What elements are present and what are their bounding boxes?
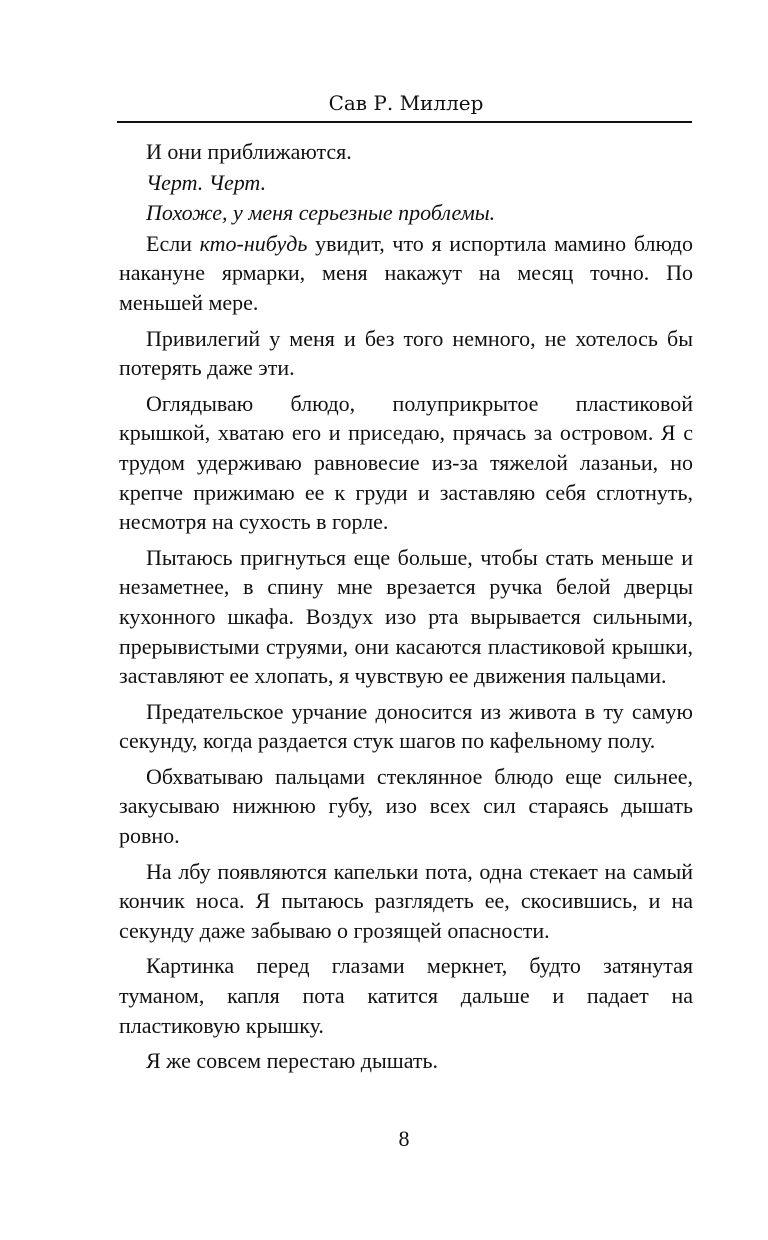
- paragraph-10: На лбу появляются капельки пота, одна стекает на самый кончик носа. Я пытаюсь разглядеть ее, скосившись, и на секунду даже забываю о грозящей опасности.: [119, 858, 693, 943]
- paragraph-6: Оглядываю блюдо, полуприкрытое пластиковой крышкой, хватаю его и приседаю, прячась за островом. Я с трудом удерживаю равновесие из-за тяжелой лазаньи, но крепче прижимаю ее к груди и заставляю себя сглотнуть, несмотря на сухость в горле.: [119, 390, 693, 535]
- paragraph-2: Черт. Черт.: [146, 169, 267, 195]
- paragraph-8: Предательское урчание доносится из живота в ту самую секунду, когда раздается стук шагов по кафельному полу.: [119, 698, 693, 754]
- paragraph-5: Привилегий у меня и без того немного, не хотелось бы потерять даже эти.: [119, 325, 693, 381]
- paragraph-7: Пытаюсь пригнуться еще больше, чтобы стать меньше и незаметнее, в спину мне врезается ручка белой дверцы кухонного шкафа. Воздух изо рта вырывается сильными, прерывистыми струями, они касаются пластиковой крышки, заставляют ее хлопать, я чувствую ее движения пальцами.: [119, 544, 693, 689]
- paragraph-4-lead: Если: [146, 230, 200, 256]
- paragraph-12: Я же совсем перестаю дышать.: [146, 1048, 439, 1074]
- paragraph-4: [119, 229, 693, 318]
- paragraph-3: Похоже, у меня серьезные проблемы.: [146, 200, 496, 226]
- paragraph-4-rest: увидит, что я испортила мамино блюдо накануне ярмарки, меня накажут на месяц точно. По меньшей мере.: [119, 230, 693, 315]
- page-number: 8: [398, 1126, 410, 1151]
- running-header: Сав Р. Миллер: [328, 91, 484, 115]
- header-rule: [117, 121, 692, 123]
- paragraph-9: Обхватываю пальцами стеклянное блюдо еще сильнее, закусываю нижнюю губу, изо всех сил стараясь дышать ровно.: [119, 763, 693, 849]
- body-text: [119, 137, 693, 1077]
- paragraph-4-emphasis: кто-нибудь: [199, 230, 308, 256]
- paragraph-1: И они приближаются.: [146, 139, 352, 164]
- paragraph-11: Картинка перед глазами меркнет, будто затянутая туманом, капля пота катится дальше и падает на пластиковую крышку.: [119, 953, 693, 1038]
